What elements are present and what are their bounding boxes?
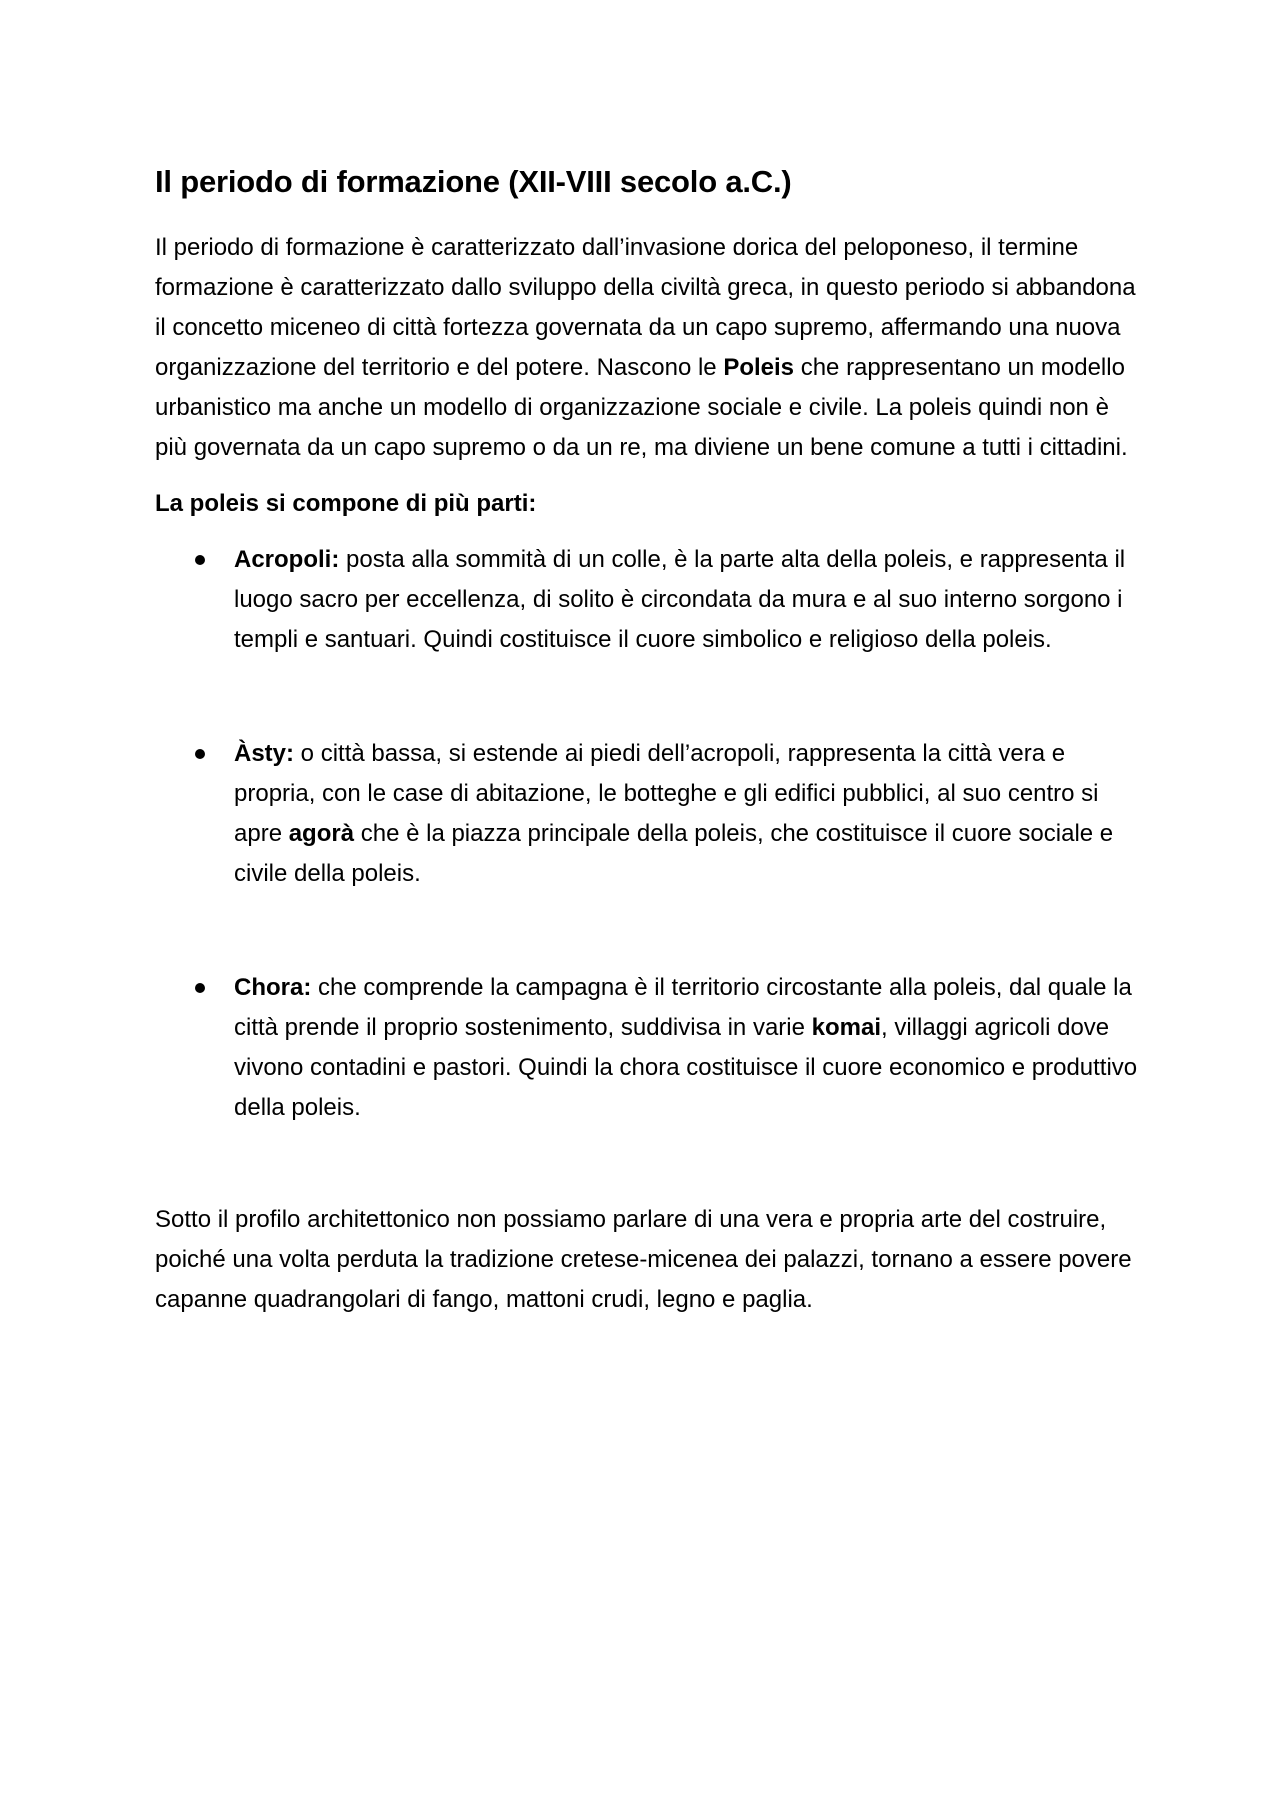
intro-paragraph (155, 228, 1140, 468)
desc-chora-a: che comprende la campagna è il territorio circostante alla poleis, dal quale la città prende il proprio sostenimento, suddivisa in varie (234, 974, 1132, 1041)
desc-asty-b: che è la piazza principale della poleis, che costituisce il cuore sociale e civile della poleis. (234, 820, 1114, 887)
conclusion-paragraph: Sotto il profilo architettonico non possiamo parlare di una vera e propria arte del costruire, poiché una volta perduta la tradizione cretese-micenea dei palazzi, tornano a essere povere capanne quadrangolari di fango, mattoni crudi, legno e paglia. (155, 1206, 1132, 1313)
intro-text-1: Il periodo di formazione è caratterizzato dall’invasione dorica del peloponeso, il termine formazione è caratterizzato dallo sviluppo della civiltà greca, in questo periodo si abbandona il concetto miceneo di città fortezza governata da un capo supremo, affermando una nuova organizzazione del territorio e del potere. Nascono le (155, 234, 1136, 381)
intro-text-2: che rappresentano un modello urbanistico ma anche un modello di organizzazione sociale e civile. La poleis quindi non è più governata da un capo supremo o da un re, ma diviene un bene comune a tutti i cittadini. (155, 354, 1128, 461)
desc-asty-a: o città bassa, si estende ai piedi dell’acropoli, rappresenta la città vera e propria, con le case di abitazione, le botteghe e gli edifici pubblici, al suo centro si apre (234, 740, 1099, 847)
intro-bold-poleis: Poleis (723, 354, 795, 381)
list-item-asty (155, 734, 1140, 894)
bold-agora: agorà (288, 820, 355, 847)
term-chora: Chora: (234, 974, 312, 1001)
list-item-acropoli (155, 540, 1140, 660)
term-acropoli: Acropoli: (234, 546, 340, 573)
document-body (155, 158, 1140, 1336)
document-title: Il periodo di formazione (XII-VIII secolo a.C.) (155, 164, 792, 199)
desc-acropoli: posta alla sommità di un colle, è la parte alta della poleis, e rappresenta il luogo sacro per eccellenza, di solito è circondata da mura e al suo interno sorgono i templi e santuari. Quindi costituisce il cuore simbolico e religioso della poleis. (234, 546, 1126, 653)
desc-chora-b: , villaggi agricoli dove vivono contadini e pastori. Quindi la chora costituisce il cuore economico e produttivo della poleis. (234, 1014, 1138, 1121)
list-item-chora (155, 968, 1140, 1128)
term-asty: Àsty: (234, 740, 295, 767)
parts-heading: La poleis si compone di più parti: (155, 490, 537, 517)
bullet-icon (195, 983, 205, 993)
bold-komai: komai (811, 1014, 882, 1041)
bullet-icon (195, 749, 205, 759)
parts-list (155, 540, 1140, 1128)
bullet-icon (195, 555, 205, 565)
